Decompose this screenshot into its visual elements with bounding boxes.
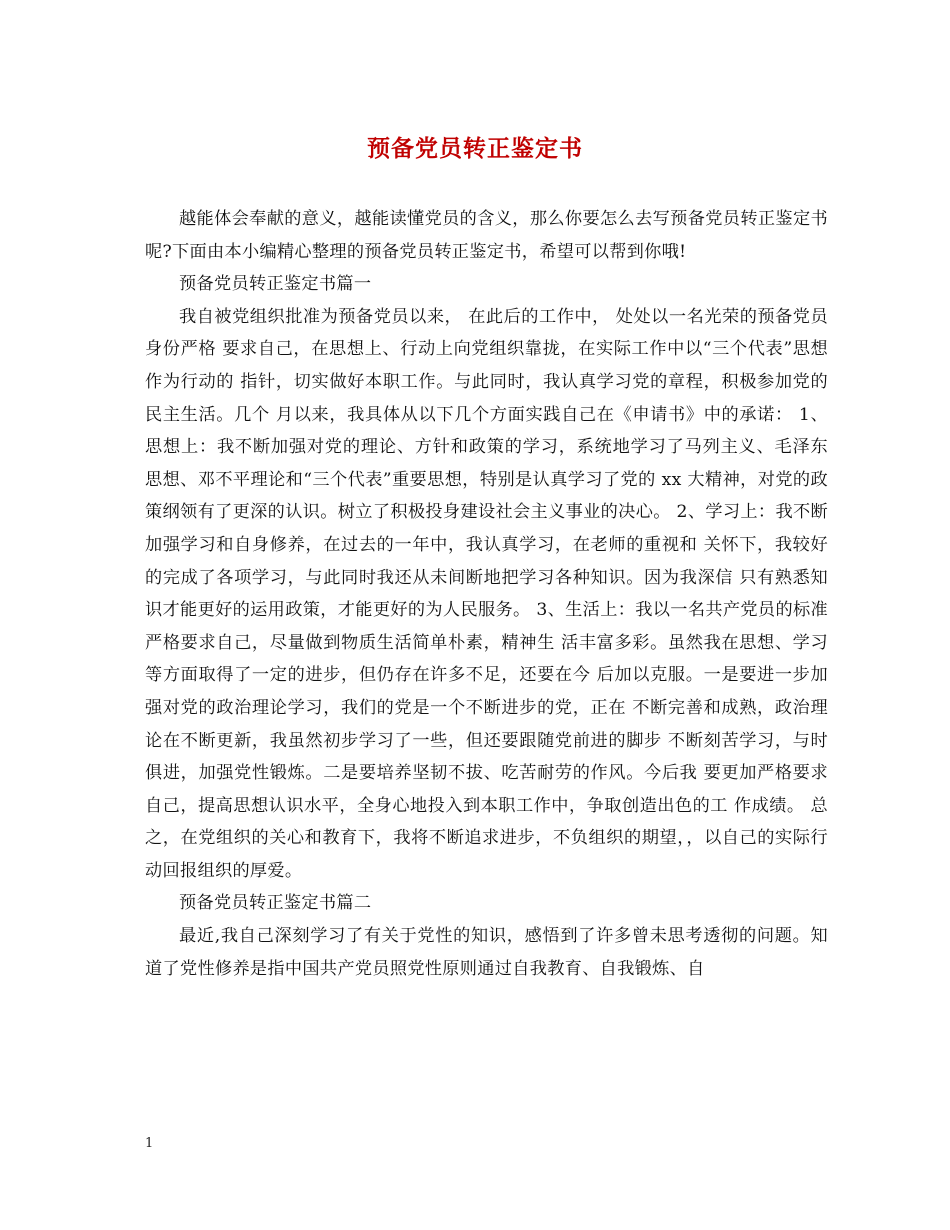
section-one-paragraph: 我自被党组织批准为预备党员以来， 在此后的工作中， 处处以一名光荣的预备党员身份严格 要求自己，在思想上、行动上向党组织靠拢，在实际工作中以“三个代表”思想作为行动的 指针，切实做好本职工作。与此同时，我认真学习党的章程，积极参加党的民主生活。几个 月以来，我具体从以下几个方面实践自己在《申请书》中的承诺： 1、思想上：我不断加强对党的理论、方针和政策的学习，系统地学习了马列主义、毛泽东 思想、邓不平理论和“三个代表”重要思想，特别是认真学习了党的 xx 大精神，对党的政 策纲领有了更深的认识。树立了积极投身建设社会主义事业的决心。 2、学习上：我不断加强学习和自身修养，在过去的一年中，我认真学习，在老师的重视和 关怀下，我较好的完成了各项学习，与此同时我还从未间断地把学习各种知识。因为我深信 只有熟悉知识才能更好的运用政策，才能更好的为人民服务。 3、生活上：我以一名共产党员的标准严格要求自己，尽量做到物质生活简单朴素，精神生 活丰富多彩。虽然我在思想、学习等方面取得了一定的进步，但仍存在许多不足，还要在今 后加以克服。一是要进一步加强对党的政治理论学习，我们的党是一个不断进步的党，正在 不断完善和成熟，政治理论在不断更新，我虽然初步学习了一些，但还要跟随党前进的脚步 不断刻苦学习，与时俱进，加强党性锻炼。二是要培养坚韧不拔、吃苦耐劳的作风。今后我 要更加严格要求自己，提高思想认识水平，全身心地投入到本职工作中，争取创造出色的工 作成绩。 总之，在党组织的关心和教育下，我将不断追求进步，不负组织的期望，，以自己的实际行 动回报组织的厚爱。 [145,306,828,881]
section-heading-one: 预备党员转正鉴定书篇一 [179,274,372,295]
page-number: 1 [145,1136,154,1151]
document-title: 预备党员转正鉴定书 [367,135,583,162]
document-body [145,203,828,985]
intro-paragraph: 越能体会奉献的意义，越能读懂党员的含义，那么你要怎么去写预备党员转正鉴定书呢?下面由本小编精心整理的预备党员转正鉴定书，希望可以帮到你哦! [145,209,828,262]
section-two-paragraph: 最近,我自己深刻学习了有关于党性的知识，感悟到了许多曾未思考透彻的问题。知道了党性修养是指中国共产党员照党性原则通过自我教育、自我锻炼、自 [145,926,828,979]
section-heading-two: 预备党员转正鉴定书篇二 [179,893,372,914]
